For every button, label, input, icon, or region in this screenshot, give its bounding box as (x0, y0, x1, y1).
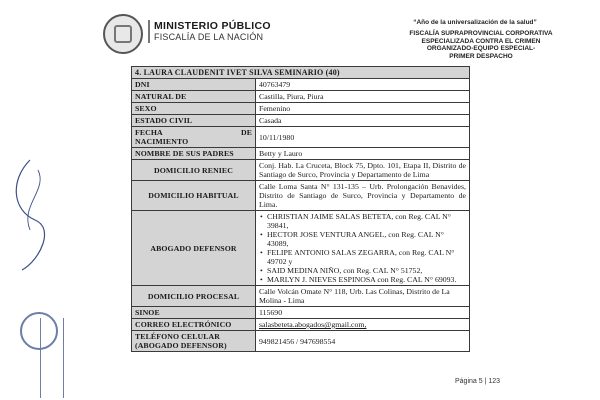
office-line: ORGANIZADO-EQUIPO ESPECIAL- (426, 45, 536, 52)
table-row (132, 286, 470, 307)
sinoe-value: 115690 (256, 307, 470, 319)
sexo-value: Femenino (256, 103, 470, 115)
record-title: 4. LAURA CLAUDENIT IVET SILVA SEMINARIO (40) (132, 67, 470, 79)
table-row (132, 103, 470, 115)
stamp-seal-icon (20, 312, 58, 350)
dni-label: DNI (132, 79, 256, 91)
sexo-label: SEXO (132, 103, 256, 115)
list-item: • HECTOR JOSE VENTURA ANGEL, con Reg. CAL N° 43089, (267, 230, 466, 248)
domicilio-habitual-label: DOMICILIO HABITUAL (132, 181, 256, 211)
fecha-nacimiento-value: 10/11/1980 (256, 127, 470, 148)
year-motto: “Año de la universalización de la salud” (413, 19, 537, 26)
domicilio-reniec-value: Conj. Hab. La Cruceta, Block 75, Dpto. 101, Etapa II, Distrito de Santiago de Surco, Provincia y Departamento de Lima (256, 160, 470, 181)
office-line: FISCALÍA SUPRAPROVINCIAL CORPORATIVA (409, 30, 553, 37)
fecha-label-word: FECHA (135, 128, 163, 137)
padres-value: Betty y Lauro (256, 148, 470, 160)
table-row (132, 67, 470, 79)
padres-label: NOMBRE DE SUS PADRES (132, 148, 256, 160)
coat-of-arms-icon (103, 14, 143, 54)
office-line: ESPECIALIZADA CONTRA EL CRIMEN (421, 37, 541, 45)
ministry-block (148, 20, 271, 43)
abogado-defensor-label: ABOGADO DEFENSOR (132, 211, 256, 286)
domicilio-procesal-value: Calle Volcán Omate N° 118, Urb. Las Colinas, Distrito de La Molina - Lima (256, 286, 470, 307)
ministry-name: MINISTERIO PÚBLICO (154, 20, 271, 32)
list-item: • SAID MEDINA NIÑO, con Reg. CAL N° 51752, (267, 266, 466, 275)
table-row (132, 148, 470, 160)
table-row (132, 331, 470, 352)
telefono-value: 949821456 / 947698554 (256, 331, 470, 352)
office-name (386, 30, 576, 60)
correo-value (256, 319, 470, 331)
ministry-subtitle: FISCALÍA DE LA NACIÓN (154, 32, 264, 42)
defendant-record-table (131, 66, 470, 352)
domicilio-procesal-label: DOMICILIO PROCESAL (132, 286, 256, 307)
table-row (132, 160, 470, 181)
table-row (132, 211, 470, 286)
table-row (132, 115, 470, 127)
correo-label: CORREO ELECTRÓNICO (132, 319, 256, 331)
page-number: Página 5 | 123 (455, 378, 501, 385)
domicilio-habitual-value: Calle Loma Santa N° 131-135 – Urb. Prolongación Benavides, Distrito de Santiago de Surco, Provincia y Departamento de Lima. (256, 181, 470, 211)
dni-value: 40763479 (256, 79, 470, 91)
table-row (132, 79, 470, 91)
estado-civil-value: Casada (256, 115, 470, 127)
estado-civil-label: ESTADO CIVIL (132, 115, 256, 127)
list-item: • MARLYN J. NIEVES ESPINOSA con Reg. CAL N° 69093. (267, 275, 466, 284)
table-row (132, 307, 470, 319)
table-row (132, 181, 470, 211)
telefono-label: TELÉFONO CELULAR (ABOGADO DEFENSOR) (132, 331, 256, 352)
email-link[interactable]: salasbeteta.abogados@gmail.com, (259, 320, 367, 329)
de-label-word: DE (240, 128, 252, 137)
list-item: • CHRISTIAN JAIME SALAS BETETA, con Reg. CAL N° 39841, (267, 212, 466, 230)
sinoe-label: SINOE (132, 307, 256, 319)
office-line: PRIMER DESPACHO (449, 52, 513, 60)
natural-label: NATURAL DE (132, 91, 256, 103)
table-row (132, 91, 470, 103)
domicilio-reniec-label: DOMICILIO RENIEC (132, 160, 256, 181)
abogados-value (256, 211, 470, 286)
table-row (132, 319, 470, 331)
natural-value: Castilla, Piura, Piura (256, 91, 470, 103)
table-row (132, 127, 470, 148)
fecha-nacimiento-label (132, 127, 256, 148)
lawyer-list (259, 212, 466, 284)
letterhead (0, 0, 600, 60)
list-item: • FELIPE ANTONIO SALAS ZEGARRA, con Reg. CAL N° 49702 y (267, 248, 466, 266)
nacimiento-label-word: NACIMIENTO (135, 137, 189, 146)
